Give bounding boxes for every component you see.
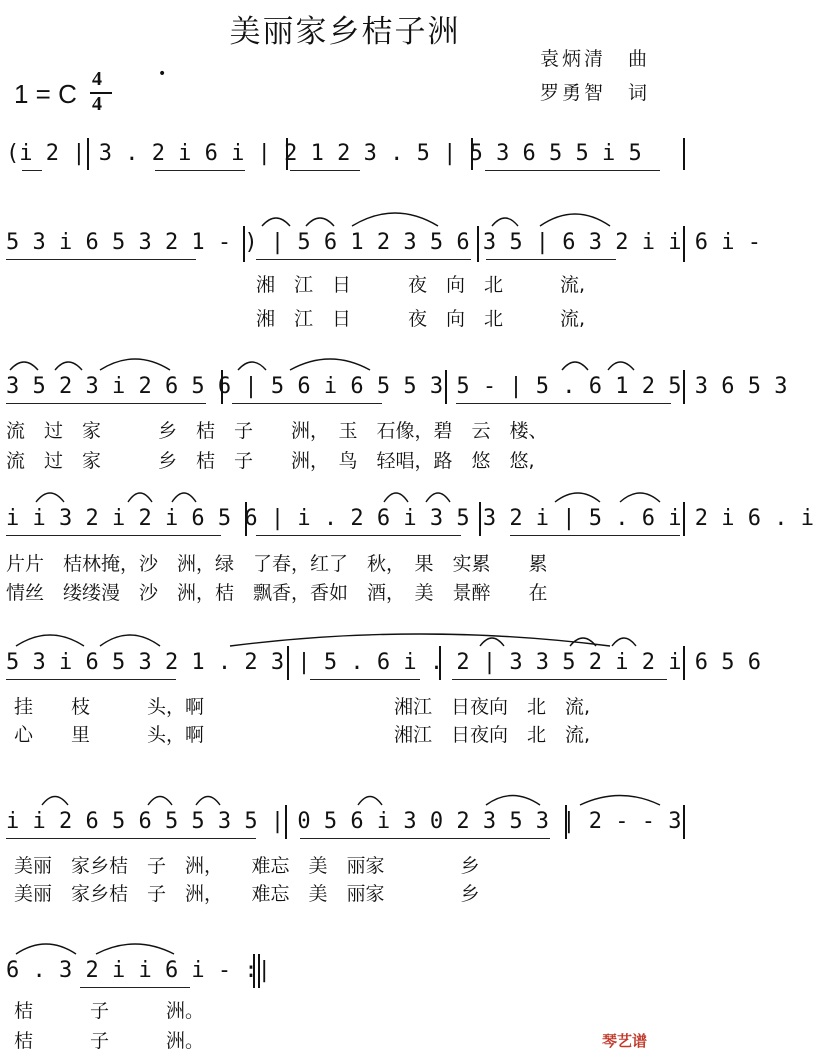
score-line-7-lyric-2: 桔 子 洲。 (14, 1030, 205, 1052)
score-line-2-notes: 5 3 i 6 5 3 2 1 - ) | 5 6 1 2 3 5 6 3 5 | 6 3 2 i i 6 i - (6, 230, 761, 255)
time-signature-bottom: 4 (92, 93, 102, 115)
score-line-6-notes: i i 2 6 5 6 5 5 3 5 | 0 5 6 i 3 0 2 3 5 3 | 2 - - 3 (6, 809, 682, 834)
score-line-5-notes: 5 3 i 6 5 3 2 1 . 2 3 | 5 . 6 i . 2 | 3 3 5 2 i 2 i 6 5 6 (6, 650, 761, 675)
score-line-7-lyric-1: 桔 子 洲。 (14, 1000, 205, 1022)
score-line-5-lyric-2: 心 里 头，啊 湘江 日夜向 北 流, (14, 724, 591, 746)
dot-mark: • (158, 66, 167, 82)
song-title: 美丽家乡桔子洲 (229, 14, 461, 50)
score-line-3-notes: 3 5 2 3 i 2 6 5 6 | 5 6 i 6 5 5 3 5 - | 5 . 6 1 2 5 3 6 5 3 (6, 374, 788, 399)
score-line-2-lyric-1: 湘 江 日 夜 向 北 流, (256, 274, 586, 296)
score-line-6-lyric-2: 美丽 家乡桔 子 洲， 难忘 美 丽家 乡 (14, 883, 480, 905)
score-line-4-notes: i i 3 2 i 2 i 6 5 6 | i . 2 6 i 3 5 3 2 i | 5 . 6 i 2 i 6 . i (6, 506, 814, 531)
lyricist-credit: 罗勇智 词 (540, 82, 651, 104)
score-line-1-notes: (i 2 | 3 . 2 i 6 i | 2 1 2 3 . 5 | 5 3 6 5 5 i 5 (6, 141, 642, 166)
score-line-4-lyric-2: 情丝 缕缕漫 沙 洲，桔 飘香，香如 酒， 美 景醉 在 (6, 582, 548, 604)
score-line-7-notes: 6 . 3 2 i i 6 i - :| (6, 958, 271, 983)
score-line-2-lyric-2: 湘 江 日 夜 向 北 流, (256, 308, 586, 330)
score-line-3-lyric-2: 流 过 家 乡 桔 子 洲， 鸟 轻唱，路 悠 悠, (6, 450, 535, 472)
score-line-4-lyric-1: 片片 桔林掩，沙 洲，绿 了春，红了 秋， 果 实累 累 (6, 553, 548, 575)
score-line-6-lyric-1: 美丽 家乡桔 子 洲， 难忘 美 丽家 乡 (14, 855, 480, 877)
score-line-3-lyric-1: 流 过 家 乡 桔 子 洲， 玉 石像，碧 云 楼、 (6, 420, 548, 442)
composer-credit: 袁炳清 曲 (540, 48, 651, 70)
time-signature-top: 4 (92, 68, 102, 90)
watermark-logo: 琴艺谱 (602, 1032, 648, 1050)
score-line-5-lyric-1: 挂 枝 头，啊 湘江 日夜向 北 流, (14, 696, 591, 718)
key-signature: 1 = C (14, 79, 77, 109)
